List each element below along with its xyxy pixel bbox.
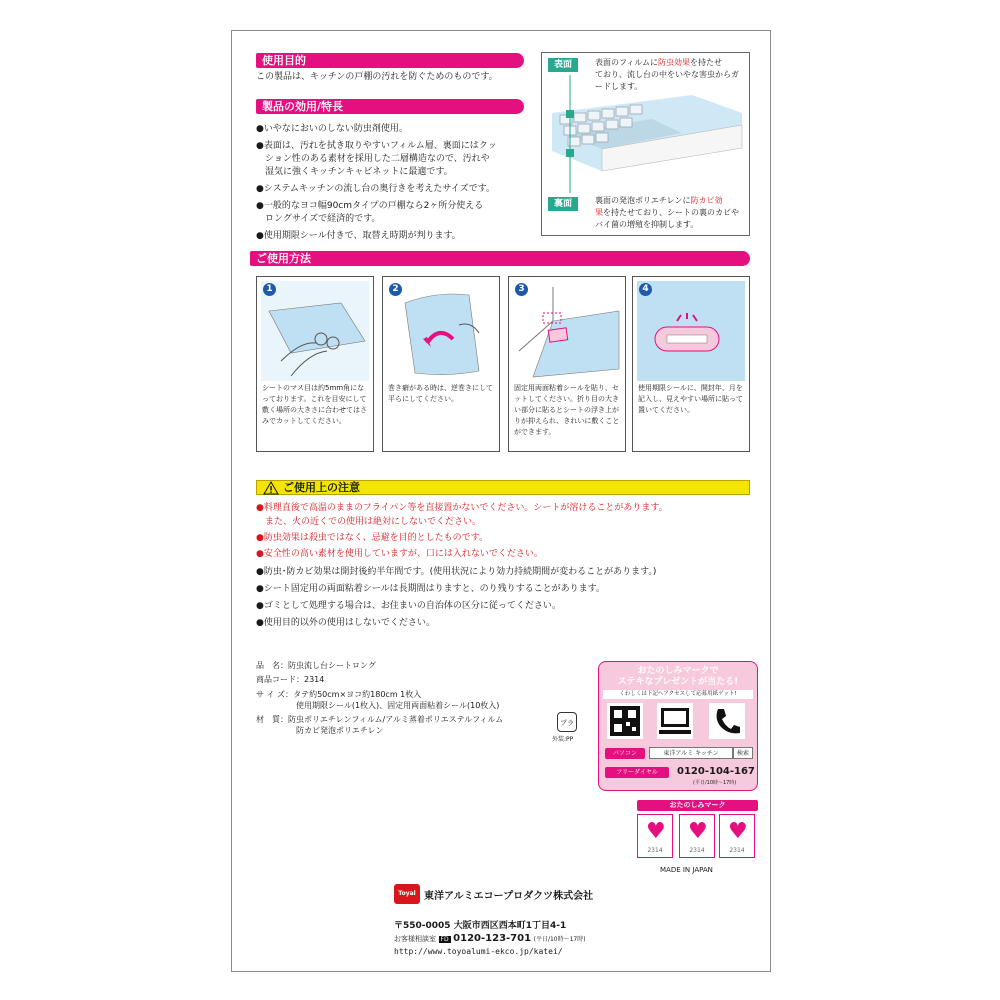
mark-code: 2314	[729, 847, 745, 854]
mark-code: 2314	[647, 847, 663, 854]
promo-line1: おたのしみマークで	[637, 666, 719, 676]
company-logo: Toyal	[394, 884, 420, 904]
recycle-sub: 外装:PP	[552, 736, 574, 743]
caution-title: ご使用上の注意	[283, 481, 360, 494]
qr-code-icon	[607, 703, 643, 739]
bottom-surface-text: 裏面の発泡ポリエチレンに防カビ効	[595, 196, 723, 205]
caution-line: また、火の近くでの使用は絶対にしないでください。	[256, 517, 482, 527]
computer-icon	[657, 703, 693, 739]
otanoshimi-mark	[719, 814, 755, 858]
heart-icon: ♥	[728, 819, 748, 844]
caution-line: ●防虫効果は殺虫ではなく、忌避を目的としたものです。	[256, 533, 488, 543]
search-box: 東洋アルミ キッチン	[649, 747, 733, 759]
purpose-text: この製品は、キッチンの戸棚の汚れを防ぐためのものです。	[256, 72, 498, 82]
step-number: 2	[389, 283, 402, 296]
spec-size-2: 使用期限シール(1枚入)、固定用両面粘着シール(10枚入)	[296, 701, 500, 710]
top-surface-text-2: ており、流し台の中をいやな害虫からガ	[595, 70, 739, 79]
company-url[interactable]: http://www.toyoalumi-ekco.jp/katei/	[394, 947, 563, 956]
features-heading: 製品の効用/特長	[256, 99, 524, 114]
pc-label: パソコン	[605, 748, 645, 759]
feature-item-cont: ロングサイズで経済的です。	[265, 214, 381, 224]
company-address: 〒550-0005 大阪市西区西本町1丁目4-1	[394, 921, 567, 931]
phone-icon	[709, 703, 745, 739]
top-surface-text: 表面のフィルムに防虫効果を持たせ	[595, 58, 723, 67]
top-surface-text-3: ードします。	[595, 82, 643, 91]
promo-hours: (平日/10時～17時)	[693, 780, 737, 786]
otanoshimi-mark	[637, 814, 673, 858]
spec-name: 品 名：防虫流し台シートロング	[256, 661, 376, 670]
feature-item: ●一般的なヨコ幅90cmタイプの戸棚なら2ヶ所分使える	[256, 201, 484, 211]
mark-title: おたのしみマーク	[637, 800, 758, 811]
step-text: シートのマス目は約5mm角になっております。これを目安にして敷く場所の大きさに合わせてはさみでカットしてください。	[262, 384, 367, 425]
feature-item-cont: ション性のある素材を採用した二層構造なので、汚れや	[265, 154, 490, 164]
step-number: 1	[263, 283, 276, 296]
step-1	[256, 276, 374, 452]
top-surface-label: 表面	[548, 58, 578, 72]
feature-item: ●システムキッチンの流し台の奥行きを考えたサイズです。	[256, 184, 495, 194]
caution-line: ●料理直後で高温のままのフライパン等を直接置かないでください。シートが溶けることがあります。	[256, 503, 668, 513]
feature-item: ●表面は、汚れを拭き取りやすいフィルム層、裏面にはクッ	[256, 141, 497, 151]
mark-code: 2314	[689, 847, 705, 854]
heart-icon: ♥	[646, 819, 666, 844]
step-number: 3	[515, 283, 528, 296]
bottom-surface-text-2: 果を持たせており、シートの裏のカビや	[595, 208, 739, 217]
promo-box	[598, 661, 758, 791]
bottom-surface-text-3: バイ菌の増殖を抑制します。	[595, 220, 699, 229]
promo-line2: ステキなプレゼントが当たる!	[617, 677, 739, 687]
recycle-pla-icon: プラ	[557, 712, 577, 732]
step-text: 巻き癖がある時は、逆巻きにして平らにしてください。	[388, 384, 493, 403]
otanoshimi-mark	[679, 814, 715, 858]
sheet-diagram	[541, 52, 750, 236]
step-1-illustration	[261, 281, 369, 381]
caution-line: ●ゴミとして処理する場合は、お住まいの自治体の区分に従ってください。	[256, 601, 561, 611]
caution-line: ●防虫･防カビ効果は開封後約半年間です。(使用状況により効力持続期間が変わることがあります。)	[256, 567, 657, 577]
spec-material-2: 防カビ発泡ポリエチレン	[296, 726, 384, 735]
heart-icon: ♥	[688, 819, 708, 844]
step-4-illustration	[637, 281, 745, 381]
caution-line: ●安全性の高い素材を使用していますが、口には入れないでください。	[256, 549, 543, 559]
bottom-surface-label: 裏面	[548, 197, 578, 211]
step-3	[508, 276, 626, 452]
feature-item: ●いやなにおいのしない防虫剤使用。	[256, 124, 408, 134]
caution-line: ●使用目的以外の使用はしないでください。	[256, 618, 435, 628]
promo-phone: 0120-104-167	[677, 766, 755, 777]
step-2	[382, 276, 500, 452]
purpose-heading: 使用目的	[256, 53, 524, 68]
warning-icon	[263, 481, 279, 495]
step-text: 使用期限シールに、開封年、月を記入し、見えやすい場所に貼って置いてください。	[638, 384, 743, 414]
promo-access: くわしくは下記へアクセスして応募用紙ゲット!	[603, 690, 753, 699]
caution-heading	[256, 480, 750, 495]
company-consult: お客様相談室 FD 0120-123-701 (平日/10時～17時)	[394, 933, 586, 944]
spec-material: 材 質：防虫ポリエチレンフィルム/アルミ蒸着ポリエステルフィルム	[256, 715, 504, 724]
search-button: 検索	[733, 747, 753, 759]
step-2-illustration	[387, 281, 495, 381]
step-4	[632, 276, 750, 452]
howto-heading: ご使用方法	[250, 251, 750, 266]
spec-code: 商品コード：2314	[256, 675, 325, 684]
feature-item: ●使用期限シール付きで、取替え時期が判ります。	[256, 231, 461, 241]
step-3-illustration	[513, 281, 621, 381]
step-text: 固定用両面粘着シールを貼り、セットしてください。折り目の大きい部分に貼るとシートの浮き上がりが抑えられ、きれいに敷くことができます。	[514, 384, 620, 436]
company-name: 東洋アルミエコープロダクツ株式会社	[424, 891, 594, 902]
freedial-label: フリーダイヤル	[605, 767, 669, 778]
caution-line: ●シート固定用の両面粘着シールは長期間はりますと、のり残りすることがあります。	[256, 584, 605, 594]
made-in: MADE IN JAPAN	[660, 866, 713, 874]
feature-item-cont: 湿気に強くキッチンキャビネットに最適です。	[265, 167, 453, 177]
step-number: 4	[639, 283, 652, 296]
spec-size: サ イ ズ：タテ約50cm×ヨコ約180cm 1枚入	[256, 690, 422, 699]
